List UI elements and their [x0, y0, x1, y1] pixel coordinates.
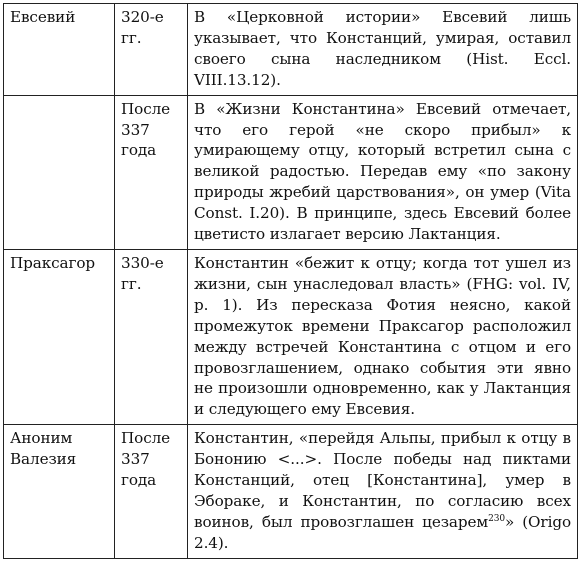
author-cell: Аноним Валезия: [4, 425, 115, 558]
description-cell: В «Жизни Константина» Евсевий отмечает, что его герой «не скоро прибыл» к умирающему отцу, который встретил сына с великой радостью. Передав ему «по закону природы жребий царствования», он умер (Vita Const. I.20). В принципе, здесь Евсевий более цветисто излагает версию Лактанция.: [188, 95, 578, 249]
author-cell: Праксагор: [4, 249, 115, 424]
author-cell: [4, 95, 115, 249]
description-text: Константин, «перейдя Альпы, прибыл к отцу в Бононию <...>. После победы над пиктами Констанций, отец [Константина], умер в Эборакe, и Константин, по согласию всех воинов, был провозглашен цезарем: [194, 429, 571, 531]
description-cell: [188, 425, 578, 558]
table-row: [4, 249, 578, 424]
author-cell: Евсевий: [4, 4, 115, 96]
date-cell: После 337 года: [115, 425, 188, 558]
description-text-tail: » (Origo 2.4).: [194, 512, 571, 552]
date-cell: 320-е гг.: [115, 4, 188, 96]
table-row: [4, 425, 578, 558]
table-row: [4, 4, 578, 96]
sources-table: [3, 3, 578, 559]
footnote-marker: 230: [488, 513, 505, 524]
description-cell: Константин «бежит к отцу; когда тот ушел из жизни, сын унаследовал власть» (FHG: vol. IV, p. 1). Из пересказа Фотия неясно, какой промежуток времени Праксагор расположил между встречей Константина с отцом и его провозглашением, однако события эти явно не произошли одновременно, как у Лактанция и следующего ему Евсевия.: [188, 249, 578, 424]
date-cell: 330-е гг.: [115, 249, 188, 424]
date-cell: После 337 года: [115, 95, 188, 249]
table-row: [4, 95, 578, 249]
description-cell: В «Церковной истории» Евсевий лишь указывает, что Констанций, умирая, оставил своего сына наследником (Hist. Eccl. VIII.13.12).: [188, 4, 578, 96]
